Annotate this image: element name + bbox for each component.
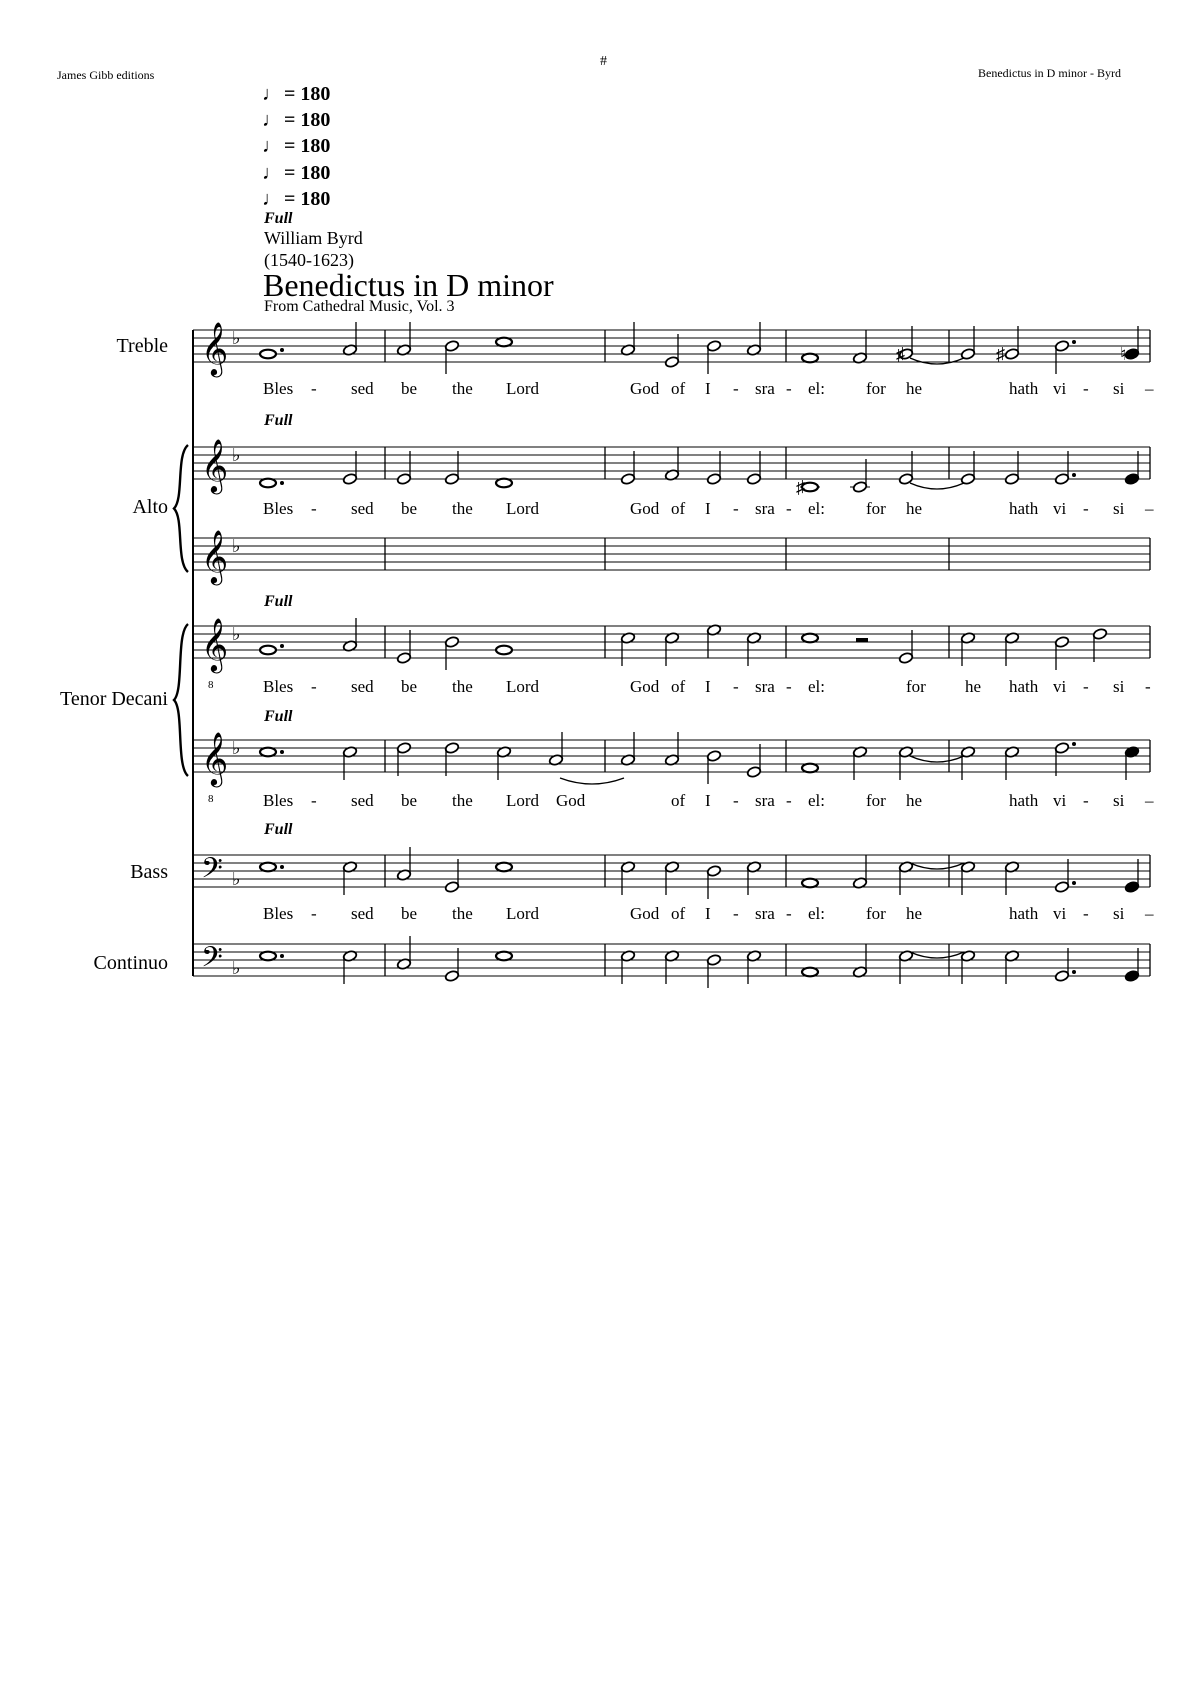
lyric-syllable: sra [755,499,775,518]
flat-icon: ♭ [232,869,241,889]
instrument-label-alto: Alto [132,496,168,518]
lyric-syllable: si [1113,791,1125,810]
note-head [342,473,357,486]
note-head [1054,742,1069,755]
augmentation-dot [1072,473,1076,477]
note-head [1004,348,1019,361]
accidental-icon: ♯ [796,477,805,497]
flat-icon: ♭ [232,536,241,556]
note-head [396,473,411,486]
lyric-syllable: Lord [506,379,540,398]
note-head [444,473,459,486]
tempo-mark: ♩ = 180 [262,162,331,184]
note-head [260,863,276,872]
lyric-syllable: I [705,904,711,923]
lyric-syllable: God [630,379,660,398]
lyric-syllable: God [630,677,660,696]
note-head [444,636,459,649]
lyric-syllable: - [311,379,317,398]
note-head [260,748,276,757]
lyric-syllable: sed [351,379,374,398]
lyric-syllable: el: [808,791,825,810]
flat-icon: ♭ [232,624,241,644]
treble-clef-icon: 𝄞 [201,619,229,670]
lyric-syllable: sra [755,379,775,398]
lyric-syllable: - [311,791,317,810]
note-head [496,952,512,961]
lyric-syllable: God [630,499,660,518]
lyric-syllable: sed [351,499,374,518]
lyric-syllable: - [733,904,739,923]
lyric-syllable: vi [1053,379,1067,398]
lyric-syllable: - [311,499,317,518]
augmentation-dot [1072,881,1076,885]
tie [910,863,964,869]
note-head [706,473,721,486]
lyric-syllable: - [1083,499,1089,518]
lyric-syllable: be [401,791,418,810]
note-head [706,954,721,967]
lyric-syllable: be [401,499,418,518]
lyric-syllable: - [733,499,739,518]
note-head [802,354,818,363]
note-head [664,356,679,369]
lyric-syllable: si [1113,379,1125,398]
note-head [1092,628,1107,641]
lyric-syllable: for [866,791,886,810]
augmentation-dot [1072,340,1076,344]
lyric-syllable: for [866,379,886,398]
lyric-syllable: God [630,904,660,923]
augmentation-dot [280,348,284,352]
lyric-syllable: be [401,379,418,398]
lyric-syllable: sed [351,791,374,810]
note-head [746,766,761,779]
note-head [706,750,721,763]
lyric-syllable: hath [1009,499,1039,518]
lyric-syllable: si [1113,499,1125,518]
lyric-syllable: the [452,791,473,810]
lyric-syllable: - [786,791,792,810]
note-head [496,479,512,488]
note-head [1124,348,1139,361]
lyric-syllable: - [786,904,792,923]
running-title: Benedictus in D minor - Byrd [978,66,1121,80]
lyric-syllable: he [906,499,923,518]
lyric-syllable: the [452,677,473,696]
note-head [496,338,512,347]
accidental-icon: ♯ [996,344,1005,364]
note-head [260,646,276,655]
lyric-syllable: Bles [263,499,294,518]
lyric-syllable: si [1113,904,1125,923]
lyric-syllable: God [556,791,586,810]
note-head [260,350,276,359]
page-title: Benedictus in D minor [263,267,554,303]
page-subtitle: From Cathedral Music, Vol. 3 [264,298,455,315]
lyric-syllable: vi [1053,499,1067,518]
lyric-syllable: - [733,379,739,398]
note-head [444,340,459,353]
quarter-note-icon: ♩ [262,109,282,131]
composer-name: William Byrd [264,228,363,248]
lyric-syllable: of [671,499,686,518]
note-head [620,473,635,486]
lyric-syllable: - [1083,791,1089,810]
lyric-syllable: for [866,904,886,923]
flat-icon: ♭ [232,328,241,348]
quarter-note-icon: ♩ [262,83,282,105]
lyric-syllable: – [1145,791,1154,810]
lyric-syllable: I [705,791,711,810]
note-head [1124,881,1139,894]
lyric-syllable: - [733,791,739,810]
note-head [1054,340,1069,353]
lyric-syllable: sra [755,677,775,696]
note-head [802,764,818,773]
note-head [396,742,411,755]
lyric-syllable: – [1145,379,1154,398]
section-mark-tenor1: Full [264,593,293,610]
lyric-syllable: el: [808,379,825,398]
augmentation-dot [280,481,284,485]
lyric-syllable: for [906,677,926,696]
lyric-syllable: I [705,379,711,398]
tie [910,952,964,958]
instrument-label-treble: Treble [116,335,168,357]
note-head [706,865,721,878]
lyric-syllable: Bles [263,677,294,696]
lyric-syllable: hath [1009,379,1039,398]
lyric-syllable: the [452,379,473,398]
lyric-syllable: Bles [263,791,294,810]
lyric-syllable: hath [1009,677,1039,696]
lyric-syllable: el: [808,499,825,518]
lyric-syllable: vi [1053,677,1067,696]
lyric-syllable: el: [808,677,825,696]
note-head [898,652,913,665]
flat-icon: ♭ [232,445,241,465]
lyric-syllable: Lord [506,791,540,810]
instrument-label-bass: Bass [130,861,168,883]
lyric-syllable: I [705,677,711,696]
brace-tenor [174,624,188,776]
note-head [802,634,818,643]
augmentation-dot [280,750,284,754]
composer-dates: (1540-1623) [264,250,354,270]
tempo-mark: ♩ = 180 [262,188,331,210]
lyric-syllable: Lord [506,904,540,923]
lyric-syllable: the [452,499,473,518]
lyric-syllable: sra [755,791,775,810]
brace-alto [174,445,188,572]
tempo-mark: ♩ = 180 [262,83,331,105]
note-head [1054,881,1069,894]
note-head [1054,636,1069,649]
section-mark-tenor2: Full [264,708,293,725]
treble-clef-icon: 𝄞 [201,531,229,582]
lyric-syllable: hath [1009,904,1039,923]
augmentation-dot [1072,970,1076,974]
note-head [496,863,512,872]
lyric-syllable: - [733,677,739,696]
lyric-syllable: - [1145,677,1151,696]
quarter-note-icon: ♩ [262,135,282,157]
lyric-syllable: - [786,499,792,518]
publisher-label: James Gibb editions [57,68,155,82]
quarter-note-icon: ♩ [262,188,282,210]
lyric-syllable: - [1083,904,1089,923]
lyric-syllable: – [1145,904,1154,923]
note-head [706,340,721,353]
note-head [396,652,411,665]
tempo-mark: ♩ = 180 [262,109,331,131]
note-head [260,479,276,488]
lyric-syllable: Bles [263,904,294,923]
lyric-syllable: - [311,904,317,923]
note-head [496,646,512,655]
lyric-syllable: sra [755,904,775,923]
note-head [1124,473,1139,486]
bass-clef-icon: 𝄢 [201,943,223,980]
flat-icon: ♭ [232,738,241,758]
lyric-syllable: the [452,904,473,923]
tie [910,358,964,364]
note-head [1054,473,1069,486]
lyric-syllable: I [705,499,711,518]
lyric-syllable: be [401,677,418,696]
lyric-syllable: - [1083,379,1089,398]
quarter-note-icon: ♩ [262,162,282,184]
lyric-syllable: si [1113,677,1125,696]
lyric-syllable: - [1083,677,1089,696]
section-mark-bass: Full [264,821,293,838]
lyric-syllable: el: [808,904,825,923]
section-mark: Full [264,210,293,227]
note-head [444,881,459,894]
lyric-syllable: vi [1053,791,1067,810]
octave-mark: 8 [208,793,214,805]
tempo-mark: ♩ = 180 [262,135,331,157]
octave-mark: 8 [208,679,214,691]
lyric-syllable: - [786,677,792,696]
note-head [802,968,818,977]
lyric-syllable: of [671,791,686,810]
lyric-syllable: sed [351,677,374,696]
lyric-syllable: Lord [506,677,540,696]
note-head [444,742,459,755]
note-head [1054,970,1069,983]
lyric-syllable: – [1145,499,1154,518]
lyric-syllable: Lord [506,499,540,518]
lyric-syllable: he [906,379,923,398]
augmentation-dot [280,954,284,958]
augmentation-dot [280,865,284,869]
note-head [260,952,276,961]
augmentation-dot [1072,742,1076,746]
lyric-syllable: - [786,379,792,398]
lyric-syllable: he [965,677,982,696]
lyric-syllable: of [671,904,686,923]
accidental-icon: ♮ [1120,344,1127,364]
lyric-syllable: he [906,791,923,810]
tie [910,483,964,489]
page-mark: # [600,54,607,69]
instrument-label-tenor: Tenor Decani [60,688,168,710]
lyric-syllable: Bles [263,379,294,398]
tie [560,778,624,784]
lyric-syllable: be [401,904,418,923]
note-head [444,970,459,983]
lyric-syllable: for [866,499,886,518]
note-head [746,473,761,486]
bass-clef-icon: 𝄢 [201,854,223,891]
half-rest-icon [856,638,868,642]
treble-clef-icon: 𝄞 [201,440,229,491]
note-head [852,481,867,494]
note-head [1004,473,1019,486]
lyric-syllable: of [671,379,686,398]
lyric-syllable: vi [1053,904,1067,923]
treble-clef-icon: 𝄞 [201,323,229,374]
note-head [802,879,818,888]
flat-icon: ♭ [232,958,241,978]
treble-clef-icon: 𝄞 [201,733,229,784]
lyric-syllable: sed [351,904,374,923]
augmentation-dot [280,644,284,648]
lyric-syllable: of [671,677,686,696]
instrument-label-continuo: Continuo [93,952,168,974]
accidental-icon: ♯ [896,344,905,364]
tie [910,756,964,762]
lyric-syllable: - [311,677,317,696]
lyric-syllable: hath [1009,791,1039,810]
lyric-syllable: he [906,904,923,923]
section-mark-alto: Full [264,412,293,429]
note-head [1124,970,1139,983]
